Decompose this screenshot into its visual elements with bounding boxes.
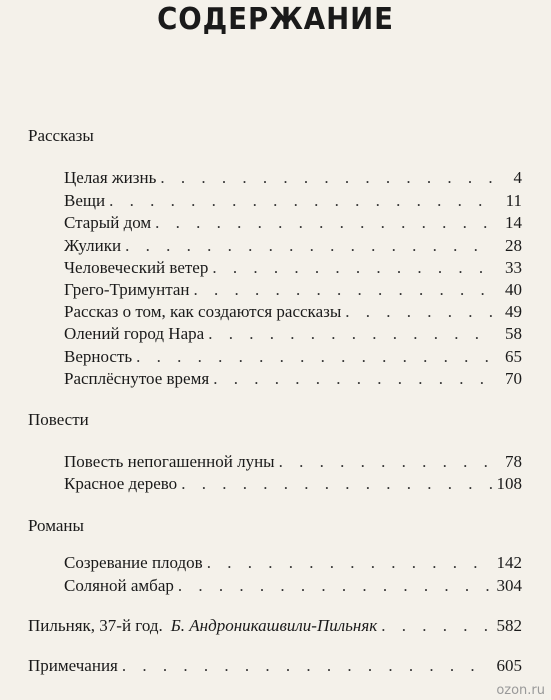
toc-entry bbox=[64, 452, 522, 474]
leader-dots bbox=[181, 474, 492, 494]
toc-entry-notes bbox=[28, 656, 522, 678]
entry-title: Грего-Тримунтан bbox=[64, 280, 190, 299]
entry-page: 108 bbox=[496, 474, 522, 493]
entry-page: 78 bbox=[505, 452, 522, 471]
leader-dots bbox=[136, 347, 492, 367]
toc-entry bbox=[64, 474, 522, 496]
leader-dots bbox=[193, 280, 492, 300]
entry-page: 70 bbox=[505, 369, 522, 388]
section-heading: Рассказы bbox=[28, 126, 94, 145]
entry-page: 605 bbox=[496, 656, 522, 675]
entry-title: Соляной амбар bbox=[64, 576, 174, 595]
leader-dots bbox=[125, 236, 492, 256]
section-heading: Повести bbox=[28, 410, 89, 429]
entry-title: Пильняк, 37-й год. bbox=[28, 616, 163, 635]
toc-entry bbox=[64, 369, 522, 391]
toc-entry bbox=[64, 258, 522, 280]
entry-title: Рассказ о том, как создаются рассказы bbox=[64, 302, 342, 321]
section-heading: Романы bbox=[28, 516, 84, 535]
toc-entry bbox=[64, 168, 522, 190]
entry-title: Примечания bbox=[28, 656, 118, 675]
toc-entry-afterword bbox=[28, 616, 522, 638]
leader-dots bbox=[213, 369, 492, 389]
leader-dots bbox=[381, 616, 492, 636]
entry-title: Олений город Нара bbox=[64, 324, 205, 343]
watermark: ozon.ru bbox=[496, 683, 545, 698]
toc-entry bbox=[64, 553, 522, 575]
toc-entry bbox=[64, 280, 522, 302]
toc-entry bbox=[64, 302, 522, 324]
leader-dots bbox=[160, 168, 492, 188]
leader-dots bbox=[178, 576, 492, 596]
entry-title: Красное дерево bbox=[64, 474, 178, 493]
leader-dots bbox=[122, 656, 492, 676]
entry-page: 49 bbox=[505, 302, 522, 321]
toc-entry bbox=[64, 347, 522, 369]
leader-dots bbox=[155, 213, 492, 233]
toc-entry bbox=[64, 213, 522, 235]
toc-entry bbox=[64, 324, 522, 346]
leader-dots bbox=[208, 324, 492, 344]
toc-entry bbox=[64, 191, 522, 213]
entry-title: Повесть непогашенной луны bbox=[64, 452, 275, 471]
entry-page: 65 bbox=[505, 347, 522, 366]
entry-page: 40 bbox=[505, 280, 522, 299]
entry-title: Человеческий ветер bbox=[64, 258, 209, 277]
leader-dots bbox=[279, 452, 492, 472]
entry-page: 582 bbox=[496, 616, 522, 635]
leader-dots bbox=[109, 191, 492, 211]
entry-title: Жулики bbox=[64, 236, 122, 255]
toc-entry bbox=[64, 576, 522, 598]
leader-dots bbox=[345, 302, 492, 322]
toc-entry bbox=[64, 236, 522, 258]
entry-title: Вещи bbox=[64, 191, 106, 210]
entry-title: Созревание плодов bbox=[64, 553, 203, 572]
entry-title: Целая жизнь bbox=[64, 168, 157, 187]
entry-title: Расплёснутое время bbox=[64, 369, 210, 388]
entry-author: Б. Андроникашвили-Пильняк bbox=[170, 616, 378, 635]
entry-page: 33 bbox=[505, 258, 522, 277]
entry-page: 28 bbox=[505, 236, 522, 255]
entry-page: 14 bbox=[505, 213, 522, 232]
entry-page: 4 bbox=[513, 168, 522, 187]
entry-title: Старый дом bbox=[64, 213, 152, 232]
leader-dots bbox=[212, 258, 492, 278]
entry-page: 142 bbox=[496, 553, 522, 572]
entry-page: 11 bbox=[505, 191, 522, 210]
entry-title: Верность bbox=[64, 347, 133, 366]
page-title: СОДЕРЖАНИЕ bbox=[157, 2, 394, 37]
entry-page: 58 bbox=[505, 324, 522, 343]
entry-page: 304 bbox=[496, 576, 522, 595]
leader-dots bbox=[207, 553, 492, 573]
